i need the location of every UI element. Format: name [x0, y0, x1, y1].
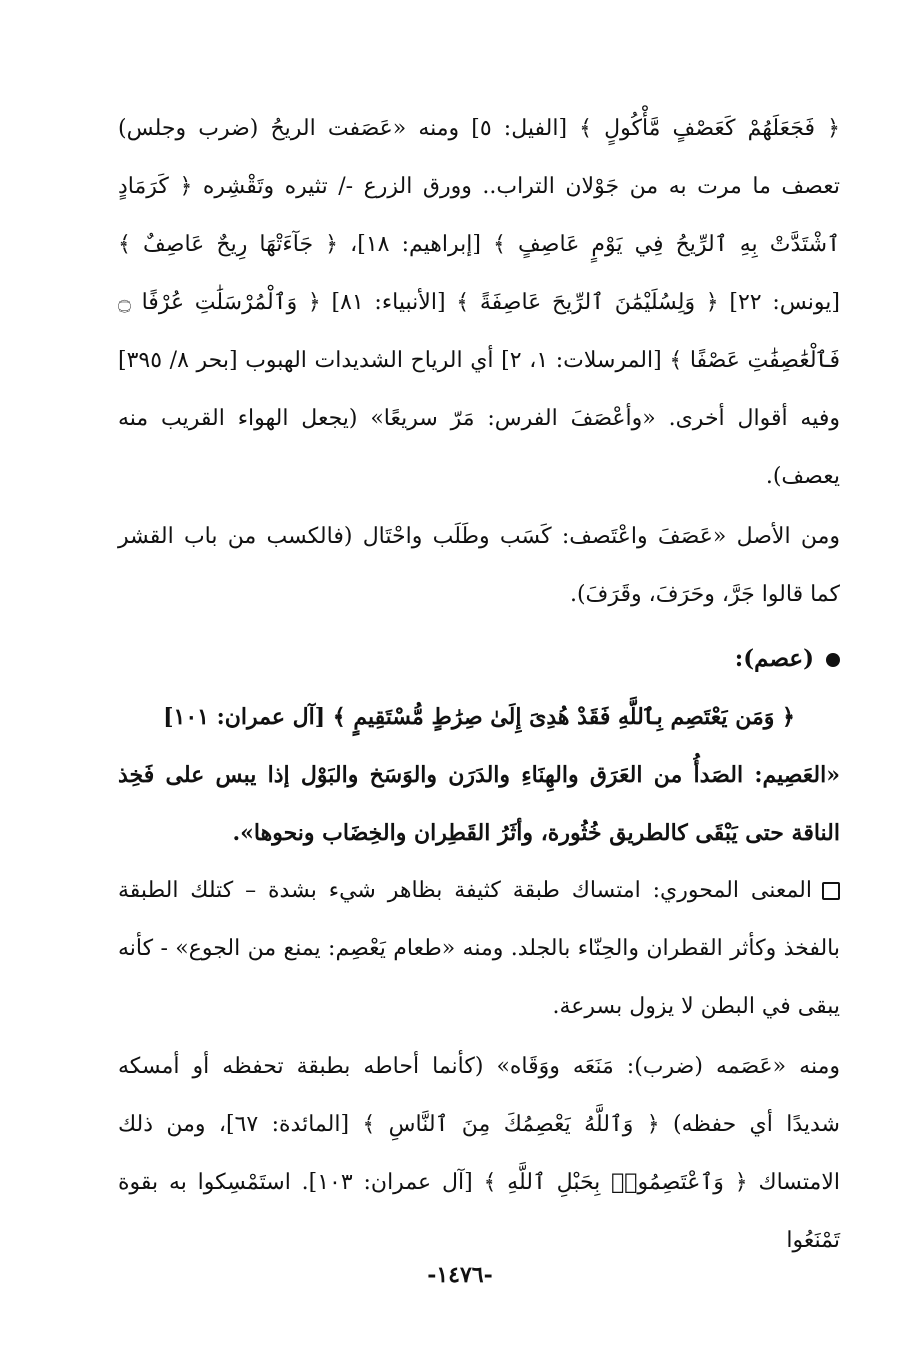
page-body — [118, 100, 840, 1270]
paragraph-asama-protect: ومنه «عَصَمه (ضرب): مَنَعَه ووَقَاه» (كأنما أحاطه بطبقة تحفظه أو أمسكه شديدًا أي حفظه) ﴿ وَٱللَّهُ يَعْصِمُكَ مِنَ ٱلنَّاسِ ﴾ [المائدة: ٦٧]، ومن ذلك الامتساك ﴿ وَٱعْتَصِمُوا۟ بِحَبْلِ ٱللَّهِ ﴾ [آل عمران: ١٠٣]. استَمْسِكوا به بقوة تَمْنَعُوا — [118, 1054, 840, 1253]
entry-heading — [118, 630, 840, 688]
bullet-icon — [826, 653, 840, 667]
entry-heading-text: (عصم): — [734, 645, 814, 672]
core-meaning-text: المعنى المحوري: امتساك طبقة كثيفة بظاهر شيء بشدة – كتلك الطبقة بالفخذ وكأثر القطران والحِنّاء بالجلد. ومنه «طعام يَعْصِم: يمنع من الجوع» - كأنه يبقى في البطن لا يزول بسرعة. — [118, 878, 840, 1019]
paragraph-core-meaning — [118, 862, 840, 1036]
paragraph-asf-origin: ومن الأصل «عَصَفَ واعْتَصف: كَسَب وطَلَب واحْتَال (فالكسب من باب القشر كما قالوا جَرَّ، وحَرَفَ، وقَرَفَ). — [118, 524, 840, 607]
square-box-icon — [822, 882, 840, 900]
page-number: -١٤٧٦- — [427, 1262, 493, 1288]
quran-verse: ﴿ وَمَن يَعْتَصِم بِٱللَّهِ فَقَدْ هُدِىَ إِلَىٰ صِرَٰطٍ مُّسْتَقِيمٍ ﴾ [آل عمران: ١٠١] — [163, 704, 795, 730]
paragraph-asf-wind: ﴿ فَجَعَلَهُمْ كَعَصْفٍ مَّأْكُولٍ ﴾ [الفيل: ٥] ومنه «عَصَفت الريحُ (ضرب وجلس) تعصف ما مرت به من جَوْلان التراب.. وورق الزرع -/ تثيره وتَقْشِره ﴿ كَرَمَادٍ ٱشْتَدَّتْ بِهِ ٱلرِّيحُ فِي يَوْمٍ عَاصِفٍ ﴾ [إبراهيم: ١٨]، ﴿ جَآءَتْهَا رِيحٌ عَاصِفٌ ﴾ [يونس: ٢٢] ﴿ وَلِسُلَيْمَٰنَ ٱلرِّيحَ عَاصِفَةً ﴾ [الأنبياء: ٨١] ﴿ وَٱلْمُرْسَلَٰتِ عُرْفًا ۝ فَٱلْعَٰصِفَٰتِ عَصْفًا ﴾ [المرسلات: ١، ٢] أي الرياح الشديدات الهبوب [بحر ٨/ ٣٩٥] وفيه أقوال أخرى. «وأعْصَفَ الفرس: مَرّ سريعًا» (يجعل الهواء القريب منه يعصف). — [118, 116, 841, 489]
paragraph-asim-definition: «العَصِيم: الصَدأُ من العَرَق والهِنَاءِ والدَرَن والوَسَخ والبَوْل إذا يبس على فَخِذ الناقة حتى يَبْقَى كالطريق خُثُورة، وأثَرُ القَطِران والخِضَاب ونحوها». — [118, 762, 840, 846]
